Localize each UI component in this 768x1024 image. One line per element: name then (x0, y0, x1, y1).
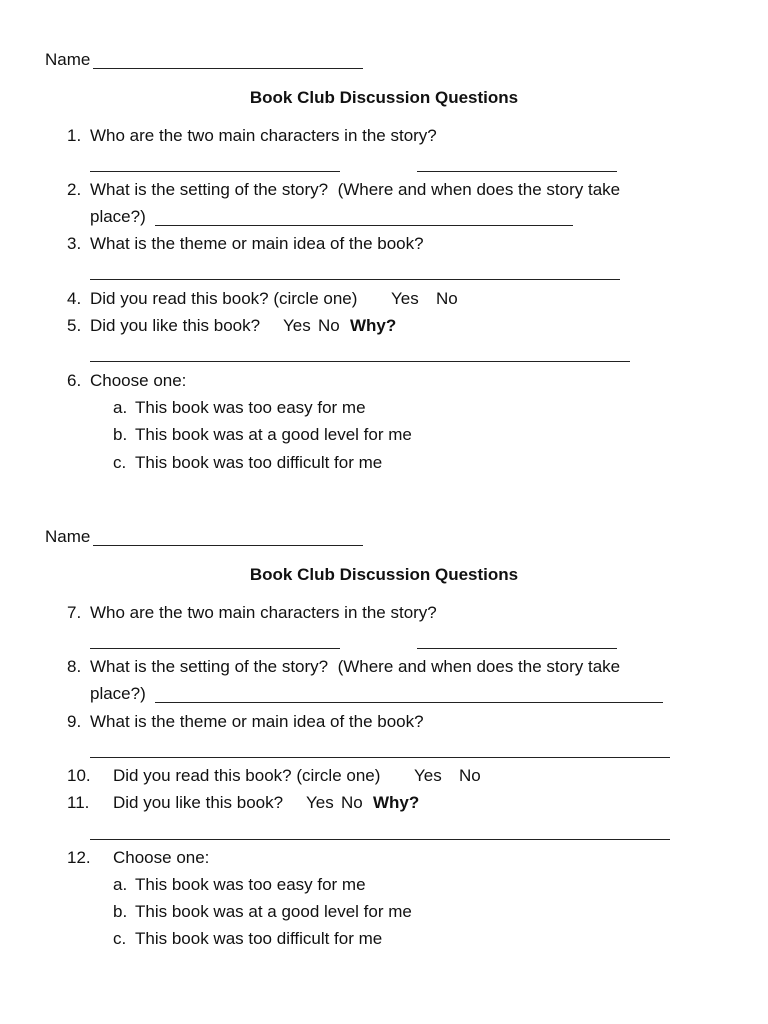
theme-answer-line[interactable] (90, 279, 620, 280)
question-number: 2. (67, 180, 82, 199)
option-letter: c. (113, 929, 127, 948)
question-text-continued: place?) (90, 207, 146, 226)
no-option[interactable]: No (459, 766, 481, 785)
option-letter: a. (113, 398, 128, 417)
yes-option[interactable]: Yes (391, 289, 419, 308)
question-number: 10. (67, 766, 91, 785)
question-text: What is the setting of the story? (Where and when does the story take (90, 657, 621, 676)
question-text: Did you read this book? (circle one) (90, 289, 358, 308)
option-too-easy[interactable]: This book was too easy for me (135, 398, 366, 417)
yes-option[interactable]: Yes (306, 793, 334, 812)
character-two-answer-line[interactable] (417, 648, 617, 649)
theme-answer-line[interactable] (90, 757, 670, 758)
question-text: Did you like this book? (113, 793, 284, 812)
option-too-difficult[interactable]: This book was too difficult for me (135, 929, 383, 948)
question-text: Who are the two main characters in the story? (90, 126, 437, 145)
name-label: Name (45, 527, 91, 546)
question-text: What is the theme or main idea of the book? (90, 712, 424, 731)
question-number: 1. (67, 126, 82, 145)
question-text: What is the setting of the story? (Where and when does the story take (90, 180, 621, 199)
worksheet-title: Book Club Discussion Questions (249, 88, 519, 107)
yes-option[interactable]: Yes (283, 316, 311, 335)
question-number: 4. (67, 289, 82, 308)
question-text-continued: place?) (90, 684, 146, 703)
why-answer-line[interactable] (90, 361, 630, 362)
name-label: Name (45, 50, 91, 69)
option-letter: b. (113, 425, 128, 444)
why-label: Why? (350, 316, 397, 335)
setting-answer-line[interactable] (155, 225, 573, 226)
question-number: 11. (67, 793, 90, 812)
question-number: 7. (67, 603, 82, 622)
why-answer-line[interactable] (90, 839, 670, 840)
option-too-easy[interactable]: This book was too easy for me (135, 875, 366, 894)
question-number: 9. (67, 712, 82, 731)
name-answer-line[interactable] (93, 545, 363, 546)
question-number: 5. (67, 316, 82, 335)
why-label: Why? (373, 793, 420, 812)
question-text: Did you read this book? (circle one) (113, 766, 381, 785)
question-number: 12. (67, 848, 91, 867)
question-number: 6. (67, 371, 82, 390)
option-letter: c. (113, 453, 127, 472)
question-text: Did you like this book? (90, 316, 261, 335)
character-one-answer-line[interactable] (90, 648, 340, 649)
question-number: 3. (67, 234, 82, 253)
option-good-level[interactable]: This book was at a good level for me (135, 425, 412, 444)
question-number: 8. (67, 657, 82, 676)
question-text: Choose one: (90, 371, 187, 390)
yes-option[interactable]: Yes (414, 766, 442, 785)
option-good-level[interactable]: This book was at a good level for me (135, 902, 412, 921)
option-letter: b. (113, 902, 128, 921)
name-answer-line[interactable] (93, 68, 363, 69)
question-text: Who are the two main characters in the story? (90, 603, 437, 622)
character-two-answer-line[interactable] (417, 171, 617, 172)
setting-answer-line[interactable] (155, 702, 663, 703)
option-too-difficult[interactable]: This book was too difficult for me (135, 453, 383, 472)
no-option[interactable]: No (318, 316, 340, 335)
no-option[interactable]: No (436, 289, 458, 308)
question-text: Choose one: (113, 848, 210, 867)
no-option[interactable]: No (341, 793, 363, 812)
option-letter: a. (113, 875, 128, 894)
question-text: What is the theme or main idea of the book? (90, 234, 424, 253)
worksheet-title: Book Club Discussion Questions (249, 565, 519, 584)
character-one-answer-line[interactable] (90, 171, 340, 172)
